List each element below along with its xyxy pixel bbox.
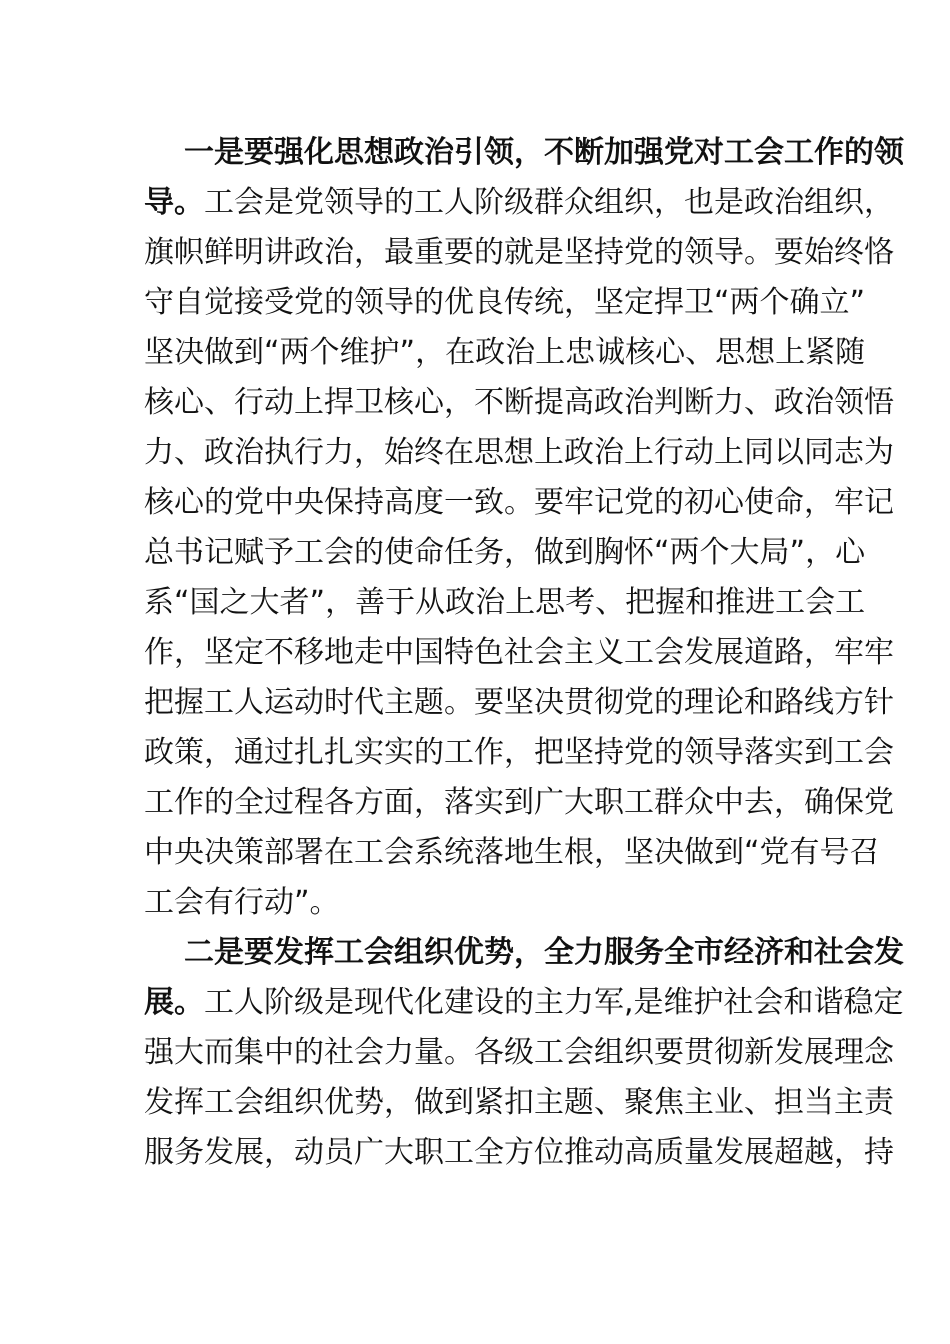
- line-text: 总书记赋予工会的使命任务，做到胸怀“两个大局”，心: [144, 535, 866, 570]
- line-text: 中央决策部署在工会系统落地生根，坚决做到“党有号召: [144, 835, 880, 870]
- text-line: [144, 728, 894, 778]
- text-line: [144, 428, 894, 478]
- text-line: [144, 778, 894, 828]
- line-text: 守自觉接受党的领导的优良传统，坚定捍卫“两个确立”: [144, 285, 866, 320]
- paragraph-1: [144, 128, 904, 928]
- text-line: [144, 528, 866, 578]
- line-text: 发挥工会组织优势，做到紧扣主题、聚焦主业、担当主责: [144, 1085, 894, 1120]
- text-line: [144, 328, 866, 378]
- line-text: 系“国之大者”，善于从政治上思考、把握和推进工会工: [144, 585, 866, 620]
- line-text: 坚决做到“两个维护”，在政治上忠诚核心、思想上紧随: [144, 335, 866, 370]
- line-text: 工作的全过程各方面，落实到广大职工群众中去，确保党: [144, 785, 894, 820]
- text-line: [144, 1028, 894, 1078]
- line-text: 核心、行动上捍卫核心，不断提高政治判断力、政治领悟: [144, 385, 894, 420]
- line-text: 强大而集中的社会力量。各级工会组织要贯彻新发展理念: [144, 1035, 894, 1070]
- paragraph-2: [144, 928, 904, 1178]
- text-line: [144, 678, 894, 728]
- text-line: [144, 278, 866, 328]
- bold-heading: 一是要强化思想政治引领，不断加强党对工会工作的领: [184, 135, 904, 170]
- text-line: [144, 878, 808, 928]
- text-line: [144, 478, 894, 528]
- text-line: [144, 578, 866, 628]
- line-text: 把握工人运动时代主题。要坚决贯彻党的理论和路线方针: [144, 685, 894, 720]
- line-text: 核心的党中央保持高度一致。要牢记党的初心使命，牢记: [144, 485, 894, 520]
- line-text: 力、政治执行力，始终在思想上政治上行动上同以同志为: [144, 435, 894, 470]
- line-text: 服务发展，动员广大职工全方位推动高质量发展超越，持: [144, 1135, 894, 1170]
- text-line: [144, 978, 904, 1028]
- document-body: [144, 128, 904, 1178]
- text-line: [144, 178, 894, 228]
- text-line: [144, 378, 894, 428]
- text-line: [144, 628, 894, 678]
- line-text: 作，坚定不移地走中国特色社会主义工会发展道路，牢牢: [144, 635, 894, 670]
- bold-heading: 展。: [144, 985, 204, 1020]
- line-text: 工会有行动”。: [144, 885, 340, 920]
- bold-heading: 二是要发挥工会组织优势，全力服务全市经济和社会发: [184, 935, 904, 970]
- line-text: 旗帜鲜明讲政治，最重要的就是坚持党的领导。要始终恪: [144, 235, 894, 270]
- bold-heading: 导。: [144, 185, 204, 220]
- line-text: 工会是党领导的工人阶级群众组织，也是政治组织，: [204, 185, 894, 220]
- text-line: [144, 1078, 894, 1128]
- line-text: 工人阶级是现代化建设的主力军,是维护社会和谐稳定: [204, 985, 904, 1020]
- text-line: [144, 828, 880, 878]
- text-line: [144, 228, 894, 278]
- text-line: [144, 128, 904, 178]
- text-line: [144, 1128, 894, 1178]
- text-line: [144, 928, 904, 978]
- line-text: 政策，通过扎扎实实的工作，把坚持党的领导落实到工会: [144, 735, 894, 770]
